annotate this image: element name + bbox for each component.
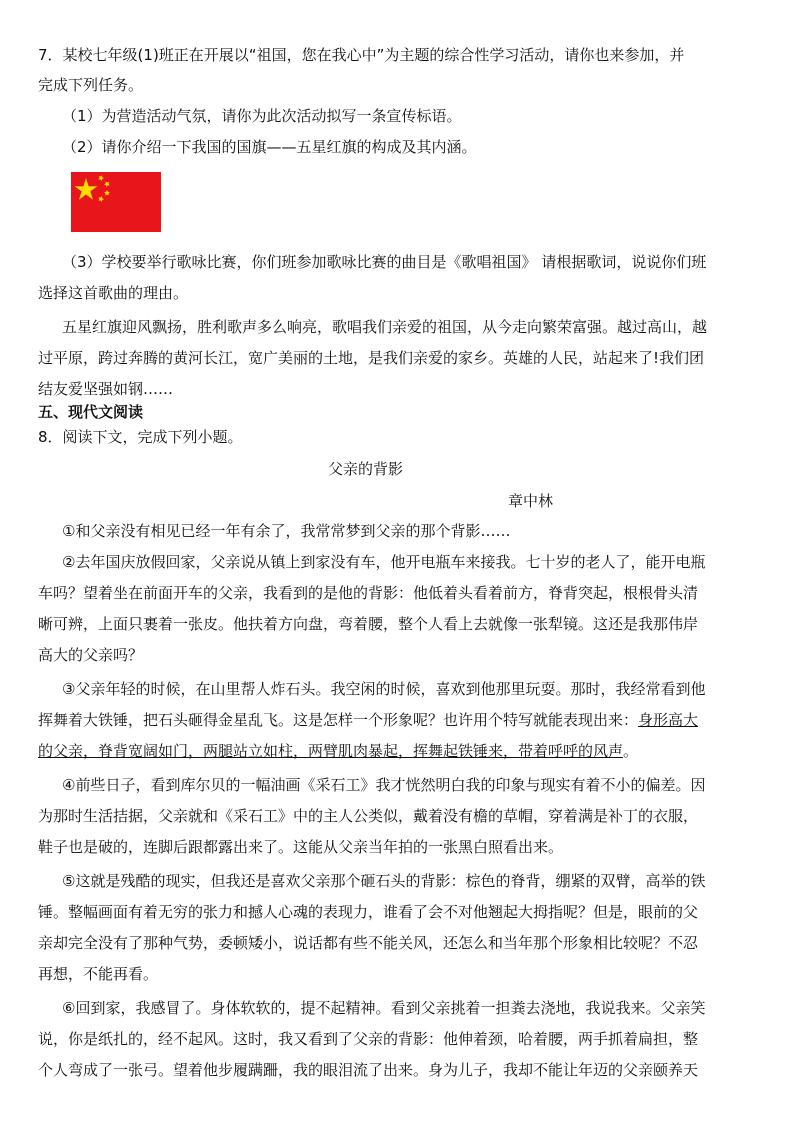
paragraph-4-line-1: ④前些日子，看到库尔贝的一幅油画《采石工》我才恍然明白我的印象与现实有着不小的偏差。因 [62,776,706,794]
lyrics-line-1: 五星红旗迎风飘扬，胜利歌声多么响亮，歌唱我们亲爱的祖国，从今走向繁荣富强。越过高山，越 [62,318,708,336]
article-author: 章中林 [508,492,554,510]
paragraph-4-line-2: 为那时生活拮据，父亲就和《采石工》中的主人公类似，戴着没有檐的草帽，穿着满是补丁的衣服， [38,807,699,825]
paragraph-6-line-2: 说，你是纸扎的，经不起风。这时，我又看到了父亲的背影：他伸着颈，哈着腰，两手抓着扁担，整 [38,1030,699,1048]
underlined-passage-end: 的父亲，脊背宽阔如门，两腿站立如柱，两臂肌肉暴起，挥舞起铁锤来，带着呼呼的风声 [38,742,624,760]
paragraph-3-line-1: ③父亲年轻的时候，在山里帮人炸石头。我空闲的时候，喜欢到他那里玩耍。那时，我经常看到他 [62,680,706,698]
q7-task-3-line-2: 选择这首歌曲的理由。 [38,284,189,302]
q7-stem-line-1: 7．某校七年级(1)班正在开展以“祖国，您在我心中”为主题的综合性学习活动，请你也来参加，并 [38,46,685,64]
paragraph-4-line-3: 鞋子也是破的，连脚后跟都露出来了。这能从父亲当年拍的一张黑白照看出来。 [38,838,564,856]
paragraph-6-line-1: ⑥回到家，我感冒了。身体软软的，提不起精神。看到父亲挑着一担粪去浇地，我说我来。父亲笑 [62,999,706,1017]
q7-task-1: （1）为营造活动气氛，请你为此次活动拟写一条宣传标语。 [62,107,462,125]
paragraph-6-line-3: 个人弯成了一张弓。望着他步履蹒跚，我的眼泪流了出来。身为儿子，我却不能让年迈的父亲颐养天 [38,1061,699,1079]
paragraph-3-line-3 [38,736,638,767]
paragraph-5-line-2: 锤。整幅画面有着无穷的张力和撼人心魂的表现力，谁看了会不对他翘起大拇指呢？但是，眼前的父 [38,903,699,921]
paragraph-2-line-4: 高大的父亲吗？ [38,646,144,664]
q7-stem-line-2: 完成下列任务。 [38,76,144,94]
china-flag-image [71,172,161,232]
paragraph-2-line-2: 车吗？望着坐在前面开车的父亲，我看到的是他的背影：他低着头看着前方，脊背突起，根根骨头清 [38,584,699,602]
paragraph-2-line-3: 晰可辨，上面只裹着一张皮。他扶着方向盘，弯着腰，整个人看上去就像一张犁镜。这还是我那伟岸 [38,615,699,633]
section-heading: 五、现代文阅读 [38,403,144,421]
lyrics-line-3: 结友爱坚强如钢…… [38,380,174,398]
underlined-passage-start: 身形高大 [638,711,699,729]
paragraph-5-line-4: 再想，不能再看。 [38,965,159,983]
paragraph-2-line-1: ②去年国庆放假回家，父亲说从镇上到家没有车，他开电瓶车来接我。七十岁的老人了，能开电瓶 [62,553,706,571]
paragraph-3-line-3-end: 。 [623,742,639,760]
q7-task-3-line-1: （3）学校要举行歌咏比赛，你们班参加歌咏比赛的曲目是《歌唱祖国》 请根据歌词，说说你们班 [62,253,707,271]
q8-prompt: 8．阅读下文，完成下列小题。 [38,428,243,446]
article-title: 父亲的背影 [328,460,404,478]
paragraph-3-line-2-text: 挥舞着大铁锤，把石头砸得金星乱飞。这是怎样一个形象呢？也许用个特写就能表现出来： [38,711,639,729]
paragraph-1: ①和父亲没有相见已经一年有余了，我常常梦到父亲的那个背影…… [62,522,511,540]
paragraph-5-line-1: ⑤这就是残酷的现实，但我还是喜欢父亲那个砸石头的背影：棕色的脊背，绷紧的双臂，高举的铁 [62,872,706,890]
q7-task-2: （2）请你介绍一下我国的国旗——五星红旗的构成及其内涵。 [62,138,477,156]
five-star-red-flag-icon [71,172,161,232]
lyrics-line-2: 过平原，跨过奔腾的黄河长江，宽广美丽的土地，是我们亲爱的家乡。英雄的人民，站起来了!我们团 [38,349,705,367]
paragraph-3-line-2 [38,705,698,736]
paragraph-5-line-3: 亲却完全没有了那种气势，委顿矮小，说话都有些不能关风，还怎么和当年那个形象相比较呢？不忍 [38,934,699,952]
